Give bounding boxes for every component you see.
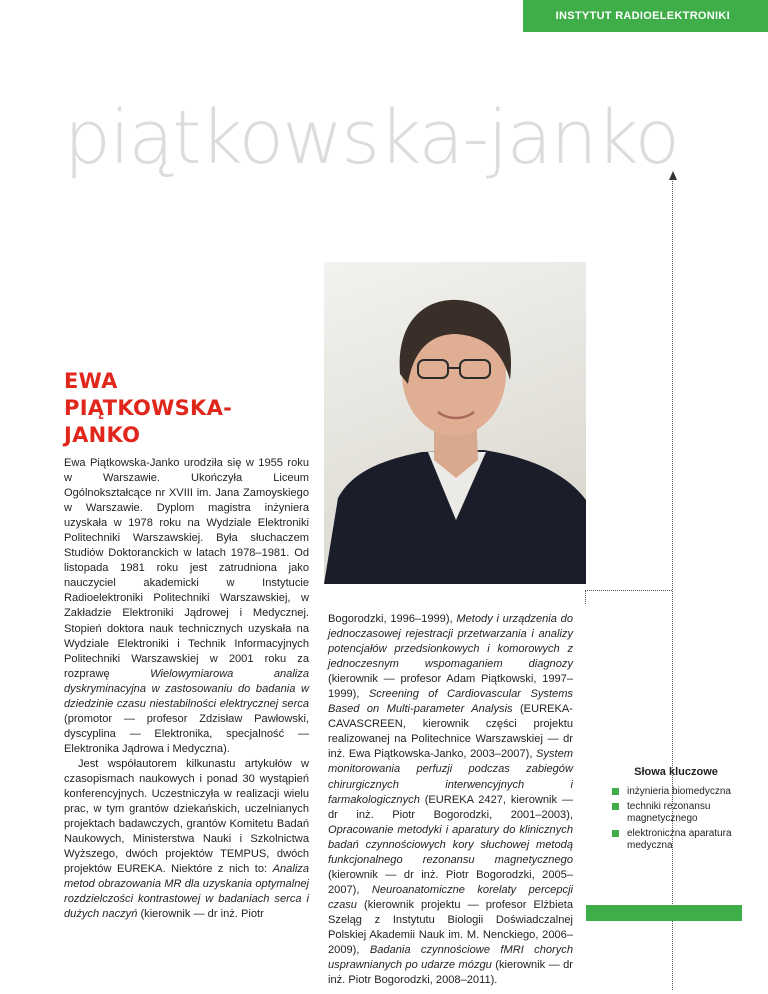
header-section-label bbox=[523, 0, 768, 32]
bio-column-right bbox=[328, 612, 573, 988]
square-bullet-icon bbox=[612, 788, 619, 795]
square-bullet-icon bbox=[612, 830, 619, 837]
surname-display-title: piątkowska-janko bbox=[64, 95, 679, 181]
bio-paragraph-2-continued bbox=[328, 612, 573, 988]
bio-thesis-title: Wielowymiarowa analiza dyskryminacyjna w zastosowaniu do badania w dziedzinie czasu niestabilności elektrycznej serca bbox=[64, 667, 309, 710]
keyword-item bbox=[612, 828, 740, 853]
bio-text: (kierownik — profesor Adam Piątkowski, 1997–1999), bbox=[328, 673, 573, 701]
arrow-up-icon bbox=[669, 171, 677, 180]
dotted-vertical-line bbox=[672, 178, 673, 990]
bio-paragraph-1 bbox=[64, 456, 309, 757]
project-title: System monitorowania perfuzji podczas zabiegów chirurgicznych interwencyjnych i farmakologicznych bbox=[328, 748, 573, 806]
person-first-name: EWA bbox=[64, 369, 118, 393]
bio-text: (kierownik projektu — profesor Elżbieta Szeląg z Instytutu Biologii Doświadczalnej Polskiej Akademii Nauk im. M. Nenckiego, 2006–2009), bbox=[328, 898, 573, 957]
bio-text: (kierownik — dr inż. Piotr Bogorodzki, 2005–2007), bbox=[328, 868, 573, 896]
keyword-item bbox=[612, 801, 740, 826]
keyword-item bbox=[612, 786, 740, 799]
project-title: Analiza metod obrazowania MR dla uzyskania optymalnej rozdzielczości kontrastowej w badaniach serca i dużych naczyń bbox=[64, 863, 309, 921]
portrait-illustration bbox=[324, 262, 586, 584]
square-bullet-icon bbox=[612, 803, 619, 810]
person-last-name: PIĄTKOWSKA-JANKO bbox=[64, 396, 233, 447]
keyword-text: inżynieria biomedyczna bbox=[627, 786, 731, 797]
bio-text: (kierownik — dr inż. Piotr Bogorodzki, 2008–2011). bbox=[328, 959, 573, 987]
bio-text: Jest współautorem kilkunastu artykułów w czasopismach naukowych i ponad 30 wystąpień konferencyjnych. Uczestniczyła w realizacji wielu prac, w tym grantów dziekańskich, uczelnianych projektach badawczych, grantów Komitetu Badań Naukowych, Ministerstwa Nauki i Szkolnictwa Wyższego, dwóch projektów TEMPUS, dwóch projektów EUREKA. Niektóre z nich to: bbox=[64, 757, 309, 876]
keyword-text: techniki rezonansu magnetycznego bbox=[627, 800, 711, 824]
bio-text: Bogorodzki, 1996–1999), bbox=[328, 613, 457, 625]
bio-text: (EUREKA 2427, kierownik — dr inż. Piotr Bogorodzki, 2001–2003), bbox=[328, 793, 573, 821]
bio-text: (kierownik — dr inż. Piotr bbox=[137, 908, 264, 921]
header-label-text: INSTYTUT RADIOELEKTRONIKI bbox=[555, 10, 730, 22]
project-title: Screening of Cardiovascular Systems Based on Multi-parameter Analysis bbox=[328, 688, 573, 716]
dotted-corner-tick bbox=[585, 590, 586, 604]
project-title: Badania czynnościowe fMRI chorych usprawnianych po udarze mózgu bbox=[328, 944, 574, 972]
footer-accent-bar bbox=[586, 905, 742, 921]
portrait-photo bbox=[324, 262, 586, 584]
bio-text: (EUREKA-CAVASCREEN, kierownik części projektu realizowanej na Politechnice Warszawskiej — dr inż. Ewa Piątkowska-Janko, 2003–2007), bbox=[328, 703, 573, 761]
keywords-title: Słowa kluczowe bbox=[634, 766, 718, 778]
project-title: Opracowanie metodyki i aparatury do klinicznych badań czynnościowych kory słuchowej metodą funkcjonalnego rezonansu magnetycznego bbox=[328, 823, 573, 866]
keywords-list bbox=[612, 786, 740, 855]
bio-paragraph-2 bbox=[64, 757, 309, 923]
keyword-text: elektroniczna aparatura medyczna bbox=[627, 827, 732, 851]
bio-column-left bbox=[64, 456, 309, 922]
project-title: Metody i urządzenia do jednoczasowej rejestracji przetwarzania i analizy potencjałów przedsionkowych i komorowych z jednoczesnym wspomaganiem diagnozy bbox=[328, 613, 574, 671]
bio-text: Ewa Piątkowska-Janko urodziła się w 1955 roku w Warszawie. Ukończyła Liceum Ogólnokształcące nr XVIII im. Jana Zamoyskiego w Warszawie. Dyplom magistra inżyniera uzyskała w 1978 roku na Wydziale Elektroniki Politechniki Warszawskiej. Była słuchaczem Studiów Doktoranckich w latach 1978–1981. Od listopada 1981 roku jest zatrudniona jako nauczyciel akademicki w Instytucie Radioelektroniki Politechniki Warszawskiej, w Zakładzie Elektroniki Jądrowej i Medycznej. Stopień doktora nauk technicznych uzyskała na Wydziale Elektroniki i Technik Informacyjnych Politechniki Warszawskiej w 2001 roku za rozprawę bbox=[64, 457, 309, 680]
person-name-heading bbox=[64, 368, 304, 449]
dotted-horizontal-line bbox=[585, 590, 672, 591]
project-title: Neuroanatomiczne korelaty percepcji czasu bbox=[328, 883, 573, 911]
bio-text: (promotor — profesor Zdzisław Pawłowski, dyscyplina — Elektronika, specjalność — Elektronika Jądrowa i Medyczna). bbox=[64, 712, 309, 755]
